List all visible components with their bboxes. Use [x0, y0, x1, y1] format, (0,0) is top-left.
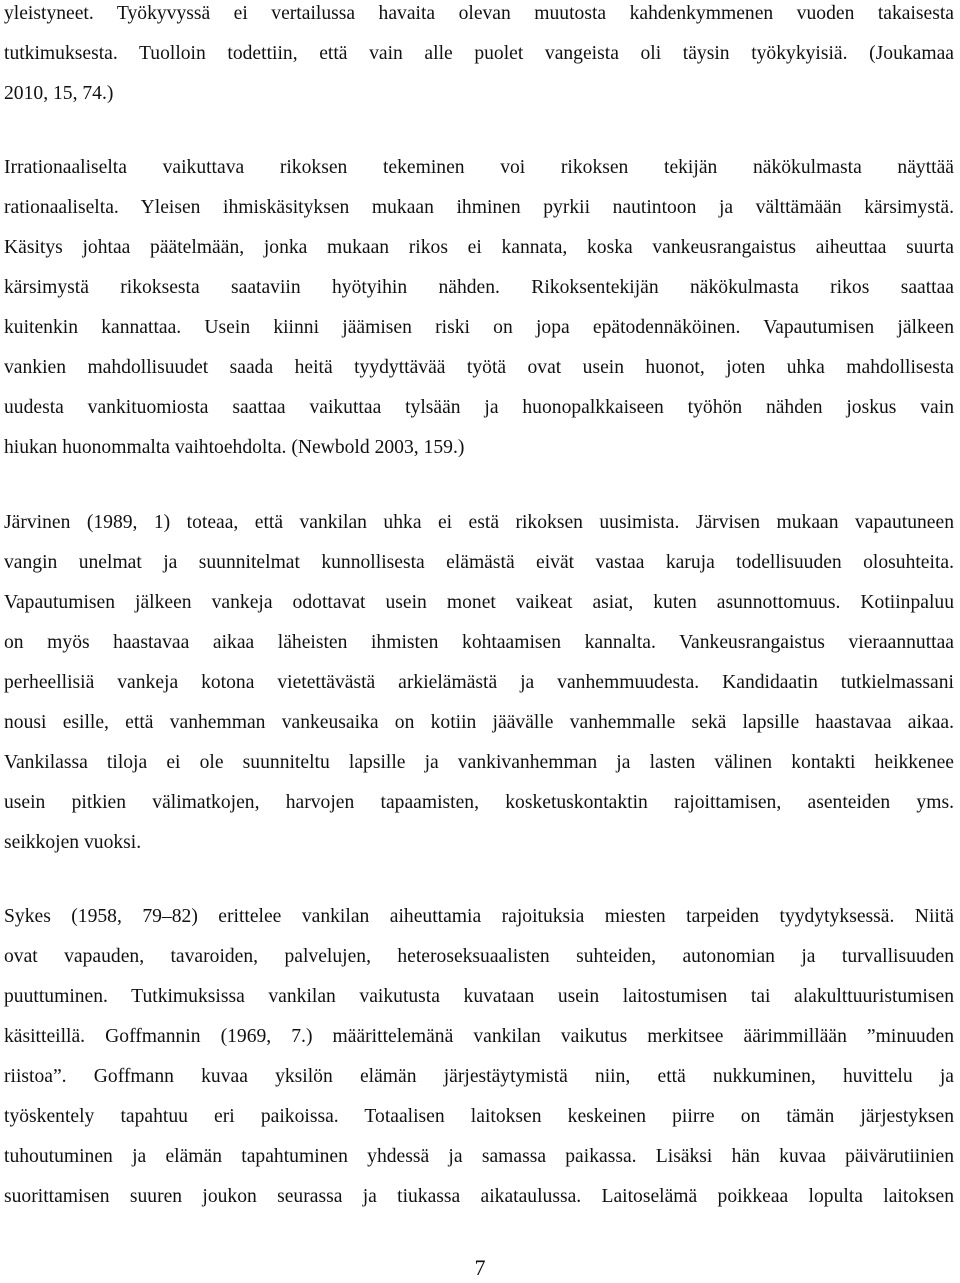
text-line: tuhoutuminen ja elämän tapahtuminen yhdessä ja samassa paikassa. Lisäksi hän kuvaa päivärutiinien [4, 1146, 954, 1167]
text-line: seikkojen vuoksi. [4, 832, 142, 853]
paragraph-work-capacity [4, 0, 954, 114]
text-line: Käsitys johtaa päätelmään, jonka mukaan rikos ei kannata, koska vankeusrangaistus aiheuttaa suurta [4, 237, 954, 258]
text-line: puuttuminen. Tutkimuksissa vankilan vaikutusta kuvataan usein laitostumisen tai alakulttuuristumisen [4, 986, 954, 1007]
paragraph-irrational-crime [4, 148, 954, 468]
paragraph-sykes [4, 897, 954, 1217]
text-line: Vapautumisen jälkeen vankeja odottavat usein monet vaikeat asiat, kuten asunnottomuus. Kotiinpaluu [4, 592, 954, 613]
text-line: usein pitkien välimatkojen, harvojen tapaamisten, kosketuskontaktin rajoittamisen, asenteiden yms. [4, 792, 954, 813]
text-line: tutkimuksesta. Tuolloin todettiin, että vain alle puolet vangeista oli täysin työkykyisiä. (Joukamaa [4, 43, 954, 64]
text-line: nousi esille, että vanhemman vankeusaika on kotiin jäävälle vanhemmalle sekä lapsille haastavaa aikaa. [4, 712, 954, 733]
text-line: vankien mahdollisuudet saada heitä tyydyttävää työtä ovat usein huonot, joten uhka mahdollisesta [4, 357, 954, 378]
text-line: hiukan huonommalta vaihtoehdolta. (Newbold 2003, 159.) [4, 437, 465, 458]
text-line: riistoa”. Goffmann kuvaa yksilön elämän järjestäytymistä niin, että nukkuminen, huvittelu ja [4, 1066, 954, 1087]
text-line: perheellisiä vankeja kotona vietettävästä arkielämästä ja vanhemmuudesta. Kandidaatin tutkielmassani [4, 672, 954, 693]
text-line: vangin unelmat ja suunnitelmat kunnollisesta elämästä eivät vastaa karuja todellisuuden olosuhteita. [4, 552, 954, 573]
text-line: työskentely tapahtuu eri paikoissa. Totaalisen laitoksen keskeinen piirre on tämän järjestyksen [4, 1106, 954, 1127]
text-line: ovat vapauden, tavaroiden, palvelujen, heteroseksuaalisten suhteiden, autonomian ja turvallisuuden [4, 946, 954, 967]
paragraph-jarvinen [4, 503, 954, 863]
text-line: 2010, 15, 74.) [4, 83, 114, 104]
text-line: käsitteillä. Goffmannin (1969, 7.) määrittelemänä vankilan vaikutus merkitsee äärimmillään ”minuuden [4, 1026, 954, 1047]
page-number: 7 [474, 1255, 486, 1280]
text-line: on myös haastavaa aikaa läheisten ihmisten kohtaamisen kannalta. Vankeusrangaistus vieraannuttaa [4, 632, 954, 653]
text-line: suorittamisen suuren joukon seurassa ja tiukassa aikataulussa. Laitoselämä poikkeaa lopulta laitoksen [4, 1186, 954, 1207]
text-line: Järvinen (1989, 1) toteaa, että vankilan uhka ei estä rikoksen uusimista. Järvisen mukaan vapautuneen [4, 512, 954, 533]
text-line: Vankilassa tiloja ei ole suunniteltu lapsille ja vankivanhemman ja lasten välinen kontakti heikkenee [4, 752, 954, 773]
text-line: kärsimystä rikoksesta saataviin hyötyihin nähden. Rikoksentekijän näkökulmasta rikos saattaa [4, 277, 954, 298]
text-line: Sykes (1958, 79–82) erittelee vankilan aiheuttamia rajoituksia miesten tarpeiden tyydytyksessä. Niitä [4, 906, 954, 927]
text-line: Irrationaaliselta vaikuttava rikoksen tekeminen voi rikoksen tekijän näkökulmasta näyttää [4, 157, 954, 178]
text-line: yleistyneet. Työkyvyssä ei vertailussa havaita olevan muutosta kahdenkymmenen vuoden takaisesta [4, 3, 954, 24]
text-line: kuitenkin kannattaa. Usein kiinni jäämisen riski on jopa epätodennäköinen. Vapautumisen jälkeen [4, 317, 954, 338]
text-line: rationaaliselta. Yleisen ihmiskäsityksen mukaan ihminen pyrkii nautintoon ja välttämään kärsimystä. [4, 197, 954, 218]
text-line: uudesta vankituomiosta saattaa vaikuttaa tylsään ja huonopalkkaiseen työhön nähden joskus vain [4, 397, 954, 418]
